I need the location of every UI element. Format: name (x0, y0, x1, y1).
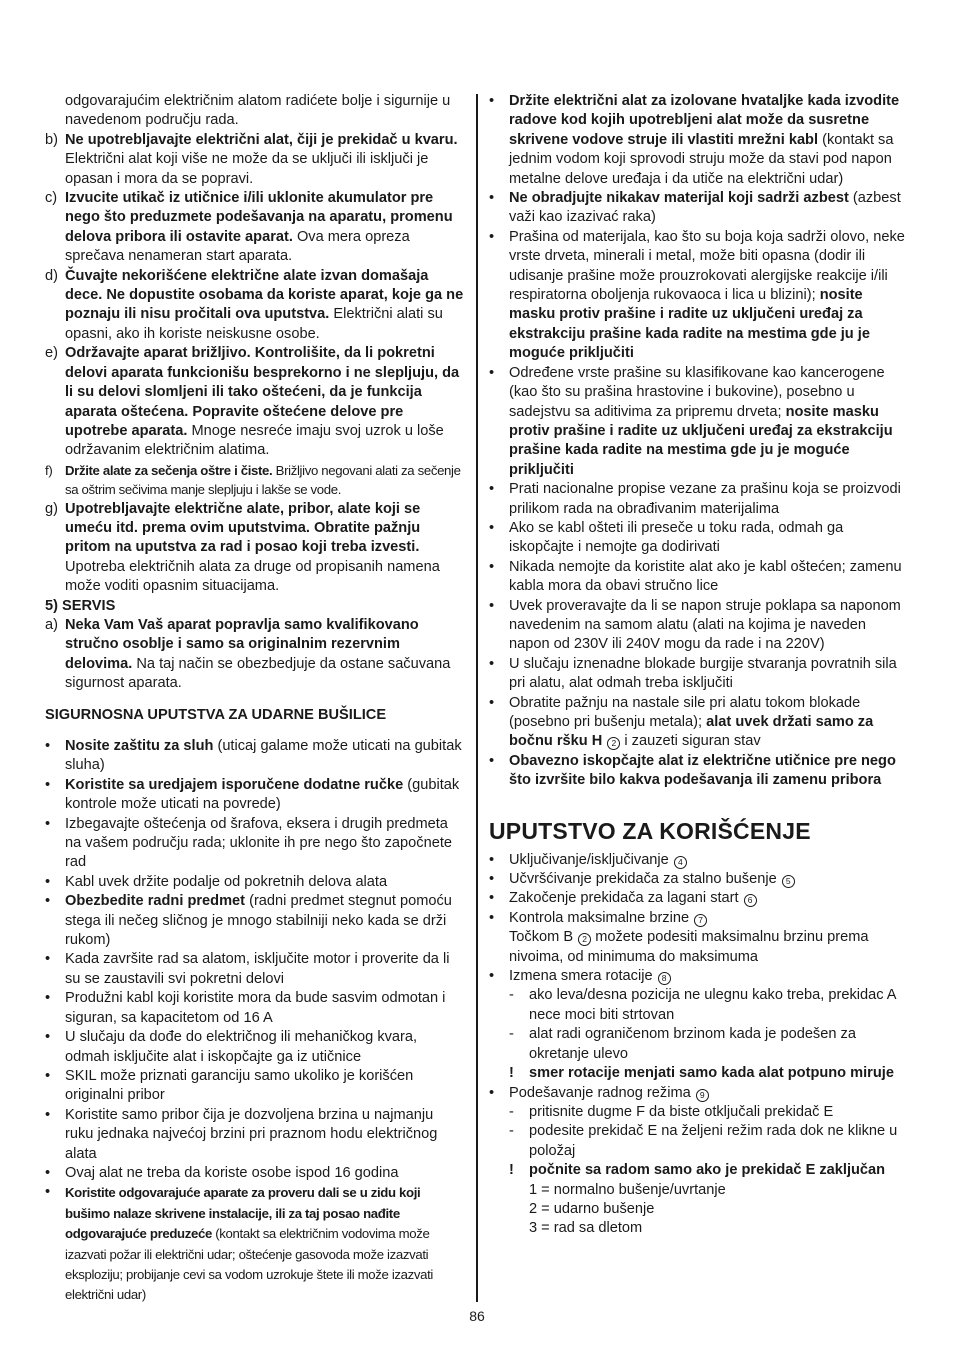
list-item: • Koristite samo pribor čija je dozvoljena brzina u najmanju ruku jednaka najvećoj brzini pri praznom hodu električnog alata (45, 1106, 438, 1162)
list-item: • Kada završite rad sa alatom, isključite motor i proverite da li su se zaustavili svi pokretni delovi (45, 951, 450, 987)
figure-ref-2: 2 (607, 737, 620, 750)
list-item: • Kabl uvek držite podalje od pokretnih delova alata (45, 873, 465, 892)
safety-heading: SIGURNOSNA UPUTSTVA ZA UDARNE BUŠILICE (45, 706, 387, 723)
figure-ref-2b: 2 (578, 933, 591, 946)
figure-ref-7: 7 (694, 914, 707, 927)
mode-2: 2 = udarno bušenje (529, 1200, 655, 1217)
figure-ref-9: 9 (696, 1089, 709, 1102)
mode-warning: ! počnite sa radom samo ako je prekidač E zaključan (509, 1162, 886, 1179)
bullet-unplug: • Obavezno iskopčajte alat iz električne utičnice pre nego što izvršite bilo kakva podešavanja ili zamenu pribora (489, 752, 896, 789)
rule-g: g) Upotrebljavajte električne alate, pribor, alate koji se umeću itd. prema ovim uputstvima. Obratite pažnju pritom na uputstva za rad i posao koji treba izvesti. Upotreba električnih alata za druge od propisanih namena može voditi opasnim situacijama. (45, 500, 440, 595)
bullet-mark: • (45, 1029, 51, 1046)
figure-ref-4: 4 (674, 856, 687, 869)
mode-sub-2: - podesite prekidač E na željeni režim rada dok ne klikne u položaj (509, 1123, 898, 1159)
bullet-mark: • (45, 990, 51, 1007)
list-item: • Produžni kabl koji koristite mora da bude sasvim odmotan i siguran, sa kapacitetom od 16 A (45, 990, 446, 1026)
rule-d: d) Čuvajte nekorišćene električne alate izvan domašaja dece. Ne dopustite osobama da koriste aparat, koje ga ne poznaju ili nisu pročitali ova uputstva. Električni alati su opasni, ako ih koriste neiskusne osobe. (45, 267, 464, 342)
usage-lock-switch: • Učvršćivanje prekidača za stalno bušenje 5 (489, 870, 909, 889)
section-title: UPUTSTVO ZA KORIŠĆENJE (489, 817, 811, 844)
rule-servis-a: a) Neka Vam Vaš aparat popravlja samo kvalifikovano stručno osoblje i samo sa originalnim rezervnim delovima. Na taj način se obezbedjuje da ostane sačuvana sigurnost aparata. (45, 616, 451, 692)
usage-max-speed: • Kontrola maksimalne brzine 7 Točkom B 2 možete podesiti maksimalnu brzinu prema nivoima, od minimuma do maksimuma (489, 909, 869, 965)
bullet-blockage: • U slučaju iznenadne blokade burgije stvaranja povratnih sila pri alatu, alat odmah treba isključiti (489, 655, 897, 692)
list-item: • Obezbedite radni predmet (radni predmet stegnut pomoću stega ili nečeg sličnog je mnogo stabilniji neko kada se drži rukom) (45, 893, 452, 949)
list-item: • Nosite zaštitu za sluh (uticaj galame može uticati na gubitak sluha) (45, 738, 462, 774)
bullet-damaged-cable: • Nikada nemojte da koristite alat ako je kabl oštećen; zamenu kabla mora da obavi stručno lice (489, 558, 902, 595)
intro-continuation: odgovarajućim električnim alatom radićete bolje i sigurnije u navedenom području rada. (65, 93, 451, 129)
list-item: • U slučaju da dođe do električnog ili mehaničkog kvara, odmah isključite alat i iskopčajte ga iz utičnice (45, 1029, 418, 1065)
rule-f: f) Držite alate za sečenja oštre i čiste. Brižljivo negovani alati za sečenje sa oštrim sečivima manje slepljuju i lakše se vode. (45, 462, 461, 498)
usage-rotation: • Izmena smera rotacije 8 (489, 967, 909, 986)
mode-3: 3 = rad sa dletom (529, 1220, 643, 1237)
column-divider (476, 94, 478, 1302)
bullet-mark: • (45, 1067, 51, 1084)
rule-e: e) Održavajte aparat brižljivo. Kontrolišite, da li pokretni delovi aparata funkcionišu besprekorno i ne slepljuju, da li su delovi slomljeni ili tako oštećeni, da je funkcija aparata oštećena. Popravite oštećene delove pre upotrebe aparata. Mnoge nesreće imaju svoj uzrok u loše održavanim električnim alatima. (45, 345, 460, 459)
bullet-voltage: • Uvek proveravajte da li se napon struje poklapa sa naponom navedenim na samom alatu (alati na kojima je naveden napon od 230V ili 240V mogu da rade i na 220V) (489, 597, 901, 653)
mode-1: 1 = normalno bušenje/uvrtanje (529, 1181, 726, 1198)
mode-sub-1: - pritisnite dugme F da biste otključali prekidač E (509, 1103, 834, 1120)
bullet-mark: • (45, 1164, 51, 1181)
bullet-mark: • (45, 873, 51, 890)
bullet-mark: • (45, 815, 51, 832)
servis-heading: 5) SERVIS (45, 597, 116, 614)
usage-mode: • Podešavanje radnog režima 9 (489, 1084, 909, 1103)
bullet-national-rules: • Prati nacionalne propise vezane za prašinu koja se proizvodi prilikom rada na obrađivanim materijalima (489, 481, 901, 517)
bullet-asbestos: • Ne obradjujte nikakav materijal koji sadrži azbest (azbest važi kao izazivać raka) (489, 190, 901, 226)
usage-soft-start: • Zakočenje prekidača za lagani start 6 (489, 889, 909, 908)
usage-on-off: • Uključivanje/isključivanje 4 (489, 851, 909, 870)
rule-b: b) Ne upotrebljavajte električni alat, čiji je prekidač u kvaru. Električni alat koji više ne može da se uključi ili isključi je opasan i mora da se popravi. (45, 131, 458, 187)
bullet-mark: • (45, 738, 51, 754)
page-number: 86 (469, 1308, 485, 1324)
rotation-sub-1: - ako leva/desna pozicija ne ulegnu kako treba, prekidac A nece moci biti strtovan (509, 987, 896, 1023)
bullet-dust: • Prašina od materijala, kao što su boja koja sadrži olovo, neke vrste drveta, minerali i metal, može biti opasna (dodir ili udisanje prašine može prouzrokovati alergijske reakcije i/ili respiratorna oboljenja rukovaoca i lica u blizini); nosite masku protiv prašine i radite uz uključeni uređaj za ekstrakciju prašine kada radite na mestima gde ju je moguće priključiti (489, 228, 905, 362)
list-item: • Ovaj alat ne treba da koriste osobe ispod 16 godina (45, 1164, 465, 1183)
figure-ref-8: 8 (658, 972, 671, 985)
safety-bullet-list (45, 737, 465, 1183)
bullet-reaction-forces: • Obratite pažnju na nastale sile pri alatu tokom blokade (posebno pri bušenju metala); alat uvek držati samo za bočnu ršku H 2 i zauzeti siguran stav (489, 694, 874, 750)
rule-c: c) Izvucite utikač iz utičnice i/ili uklonite akumulator pre nego što preduzmete podešavanja na aparatu, promenu delova pribora ili ostavite aparat. Ova mera opreza sprečava nenameran start aparata. (45, 190, 453, 265)
bullet-mark: • (45, 951, 51, 968)
bullet-cable-damage: • Ako se kabl ošteti ili preseče u toku rada, odmah ga iskopčajte i nemojte ga dodirivati (489, 519, 844, 556)
rotation-warning: ! smer rotacije menjati samo kada alat potpuno miruje (509, 1065, 894, 1082)
list-item: • Izbegavajte oštećenja od šrafova, eksera i drugih predmeta na vašem području rada; uklonite ih pre nego što započnete rad (45, 815, 452, 871)
right-column (489, 92, 909, 1239)
left-column (45, 92, 465, 1306)
list-item: • SKIL može priznati garanciju samo ukoliko je korišćen originalni pribor (45, 1067, 414, 1104)
bullet-mark: • (45, 893, 51, 910)
bullet-carcinogenic-dust: • Određene vrste prašine su klasifikovane kao kancerogene (kao što su prašina hrastovine i bukovine), posebno u sadejstvu sa aditivima za pripremu drveta; nosite masku protiv prašine i radite uz uključeni uređaj za ekstrakciju prašine kada radite na mestima gde ju je moguće priključiti (489, 364, 893, 478)
rotation-sub-2: - alat radi ograničenom brzinom kada je podešen za okretanje ulevo (509, 1026, 856, 1062)
figure-ref-6: 6 (744, 894, 757, 907)
bullet-insulated-grip: • Držite električni alat za izolovane hvataljke kada izvodite radove kod kojih upotrebljeni alat može da susretne skrivene vodove struje ili vlastiti mrežni kabl (kontakt sa jednim vodom koji sprovodi struju može da stavi pod napon metalne delove uređaja i da utiče na električni udar) (489, 93, 900, 187)
bullet-mark: • (45, 1106, 51, 1123)
bullet-mark: • (45, 776, 51, 793)
figure-ref-5: 5 (782, 875, 795, 888)
bullet-hidden-installations: • Koristite odgovarajuće aparate za proveru dali se u zidu koji bušimo nalaze skrivene instalacije, ili za taj posao nađite odgovarajuće preduzeće (kontakt sa električnim vodovima može izazvati požar ili električni udar; oštećenje gasovoda može izazvati eksploziju; probijanje cevi sa vodom uzrokuje štete ili može izazvati električni udar) (45, 1184, 433, 1303)
list-item: • Koristite sa uredjajem isporučene dodatne ručke (gubitak kontrole može uticati na povrede) (45, 776, 460, 813)
